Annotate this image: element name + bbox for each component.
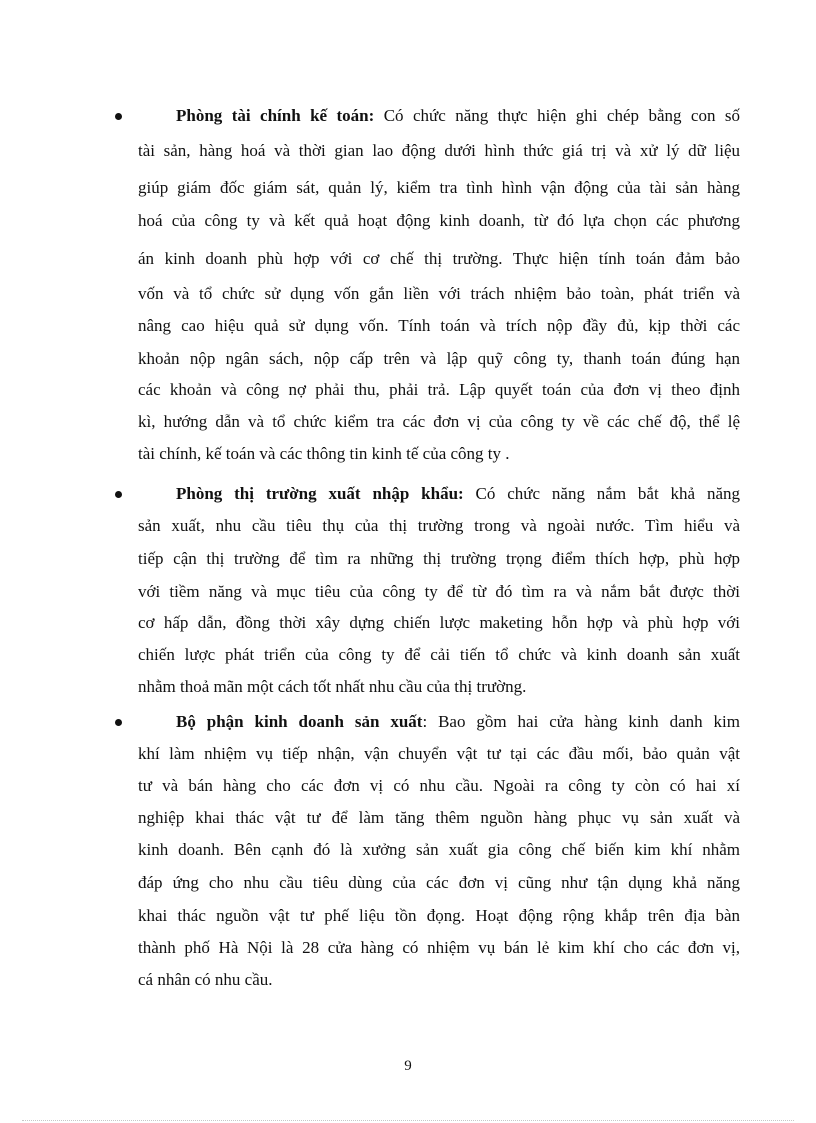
paragraph-line: kì, hướng dẫn và tổ chức kiểm tra các đơn vị của công ty về các chế độ, thể lệ	[138, 412, 740, 431]
paragraph-line: Phòng tài chính kế toán: Có chức năng thực hiện ghi chép bằng con số	[176, 106, 740, 125]
paragraph-line: án kinh doanh phù hợp với cơ chế thị trường. Thực hiện tính toán đảm bảo	[138, 249, 740, 268]
paragraph-line: nghiệp khai thác vật tư để làm tăng thêm nguồn hàng phục vụ sản xuất và	[138, 808, 740, 827]
paragraph-line: khai thác nguồn vật tư phế liệu tồn đọng. Hoạt động rộng khắp trên địa bàn	[138, 906, 740, 925]
paragraph-line: kinh doanh. Bên cạnh đó là xưởng sản xuất gia công chế biến kim khí nhằm	[138, 840, 740, 859]
paragraph-line: cơ hấp dẫn, đồng thời xây dựng chiến lược maketing hỗn hợp và phù hợp với	[138, 613, 740, 632]
paragraph-line: khoản nộp ngân sách, nộp cấp trên và lập quỹ công ty, thanh toán đúng hạn	[138, 349, 740, 368]
paragraph-line: với tiềm năng và mục tiêu của công ty để từ đó tìm ra và nắm bắt được thời	[138, 582, 740, 601]
paragraph-line: khí làm nhiệm vụ tiếp nhận, vận chuyển vật tư tại các đầu mối, bảo quản vật	[138, 744, 740, 763]
paragraph-line: tài sản, hàng hoá và thời gian lao động dưới hình thức giá trị và xử lý dữ liệu	[138, 141, 740, 160]
section-heading: Phòng tài chính kế toán:	[176, 106, 375, 125]
paragraph-line: giúp giám đốc giám sát, quản lý, kiểm tra tình hình vận động của tài sản hàng	[138, 178, 740, 197]
bullet-icon	[115, 491, 122, 498]
paragraph-line: tư và bán hàng cho các đơn vị có nhu cầu. Ngoài ra công ty còn có hai xí	[138, 776, 740, 795]
paragraph-line: các khoản và công nợ phải thu, phải trả. Lập quyết toán của đơn vị theo định	[138, 380, 740, 399]
paragraph-line: tài chính, kế toán và các thông tin kinh tế của công ty .	[138, 444, 510, 463]
paragraph-line: đáp ứng cho nhu cầu tiêu dùng của các đơn vị cũng như tận dụng khả năng	[138, 873, 740, 892]
paragraph-line: Bộ phận kinh doanh sản xuất: Bao gồm hai cửa hàng kinh danh kim	[176, 712, 740, 731]
paragraph-line: nhằm thoả mãn một cách tốt nhất nhu cầu của thị trường.	[138, 677, 527, 696]
paragraph-line: tiếp cận thị trường để tìm ra những thị trường trọng điểm thích hợp, phù hợp	[138, 549, 740, 568]
bullet-icon	[115, 113, 122, 120]
paragraph-line: cá nhân có nhu cầu.	[138, 970, 273, 989]
paragraph-line: Phòng thị trường xuất nhập khẩu: Có chức năng nắm bắt khả năng	[176, 484, 740, 503]
paragraph-line: nâng cao hiệu quả sử dụng vốn. Tính toán và trích nộp đầy đủ, kịp thời các	[138, 316, 740, 335]
paragraph-line: chiến lược phát triển của công ty để cải tiến tổ chức và kinh doanh sản xuất	[138, 645, 740, 664]
paragraph-line: thành phố Hà Nội là 28 cửa hàng có nhiệm vụ bán lẻ kim khí cho các đơn vị,	[138, 938, 740, 957]
paragraph-line: sản xuất, nhu cầu tiêu thụ của thị trường trong và ngoài nước. Tìm hiểu và	[138, 516, 740, 535]
page-bottom-divider	[22, 1120, 794, 1121]
page-number: 9	[404, 1058, 412, 1074]
paragraph-line: hoá của công ty và kết quả hoạt động kinh doanh, từ đó lựa chọn các phương	[138, 211, 740, 230]
bullet-icon	[115, 719, 122, 726]
paragraph-line: vốn và tổ chức sử dụng vốn gắn liền với trách nhiệm bảo toàn, phát triển và	[138, 284, 740, 303]
section-heading: Phòng thị trường xuất nhập khẩu:	[176, 484, 464, 503]
section-heading: Bộ phận kinh doanh sản xuất	[176, 712, 423, 731]
